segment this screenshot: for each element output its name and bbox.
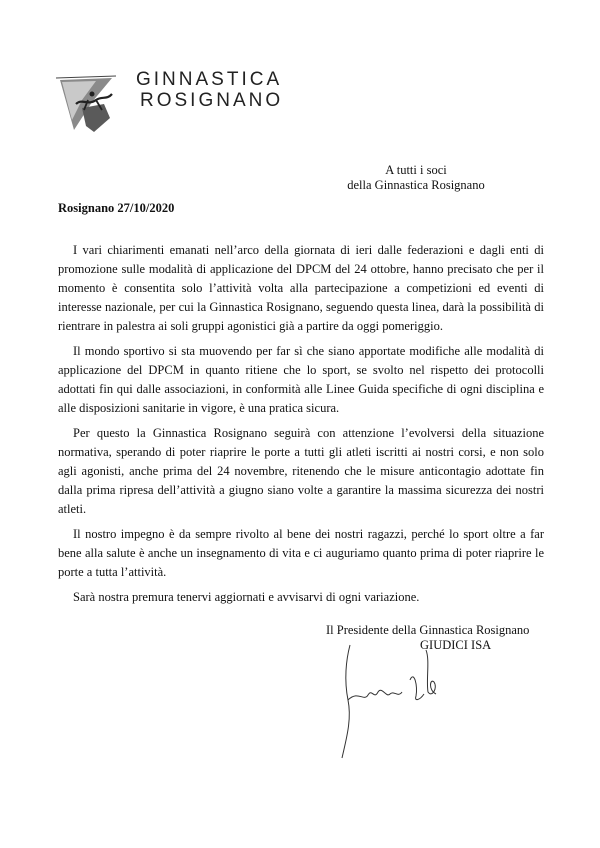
logo-text: [136, 70, 306, 111]
gymnast-emblem-icon: [52, 70, 142, 142]
addressee-line-2: della Ginnastica Rosignano: [347, 178, 485, 192]
paragraph: Sarà nostra premura tenervi aggiornati e avvisarvi di ogni variazione.: [73, 590, 420, 604]
logo-line-1: GINNASTICA: [136, 69, 283, 90]
signatory-title: Il Presidente della Ginnastica Rosignano: [326, 623, 530, 637]
signatory-name: GIUDICI ISA: [420, 638, 492, 652]
addressee-line-1: A tutti i soci: [385, 163, 447, 177]
letter-date: Rosignano 27/10/2020: [58, 201, 175, 215]
paragraph: Il nostro impegno è da sempre rivolto al bene dei nostri ragazzi, perché lo sport oltre a far bene alla salute è anche un insegnamento di vita e ci auguriamo quanto prima di poter riaprire le porte a tutta l’attività.: [58, 527, 544, 579]
paragraph: I vari chiarimenti emanati nell’arco della giornata di ieri dalle federazioni e dagli enti di promozione sulle modalità di applicazione del DPCM del 24 ottobre, hanno precisato che per il momento è consentita solo l’attività volta alla partecipazione a competizioni ed eventi di interesse nazionale, per cui la Ginnastica Rosignano, seguendo questa linea, darà la possibilità di rientrare in palestra ai soli gruppi agonistici già a partire da oggi pomeriggio.: [58, 243, 544, 333]
handwritten-signature: [318, 640, 468, 760]
letter-body: [58, 241, 544, 613]
club-logo: [52, 70, 302, 140]
addressee-block: [300, 163, 532, 193]
logo-line-2: ROSIGNANO: [140, 90, 284, 111]
paragraph: Il mondo sportivo si sta muovendo per far sì che siano apportate modifiche alle modalità di applicazione del DPCM in quanto ritiene che lo sport, se svolto nel rispetto dei protocolli adottati fin qui dalle associazioni, in conformità alle Linee Guida specifiche di ogni disciplina e alle disposizioni sanitarie in vigore, è una pratica sicura.: [58, 344, 544, 415]
paragraph: Per questo la Ginnastica Rosignano seguirà con attenzione l’evolversi della situazione normativa, sperando di poter riaprire le porte a tutti gli atleti iscritti ai nostri corsi, e non solo agli agonisti, anche prima del 24 novembre, ritenendo che le misure anticontagio adottate fin dalla prima ripresa dell’attività a giugno siano volte a garantire la massima sicurezza dei nostri atleti.: [58, 426, 544, 516]
